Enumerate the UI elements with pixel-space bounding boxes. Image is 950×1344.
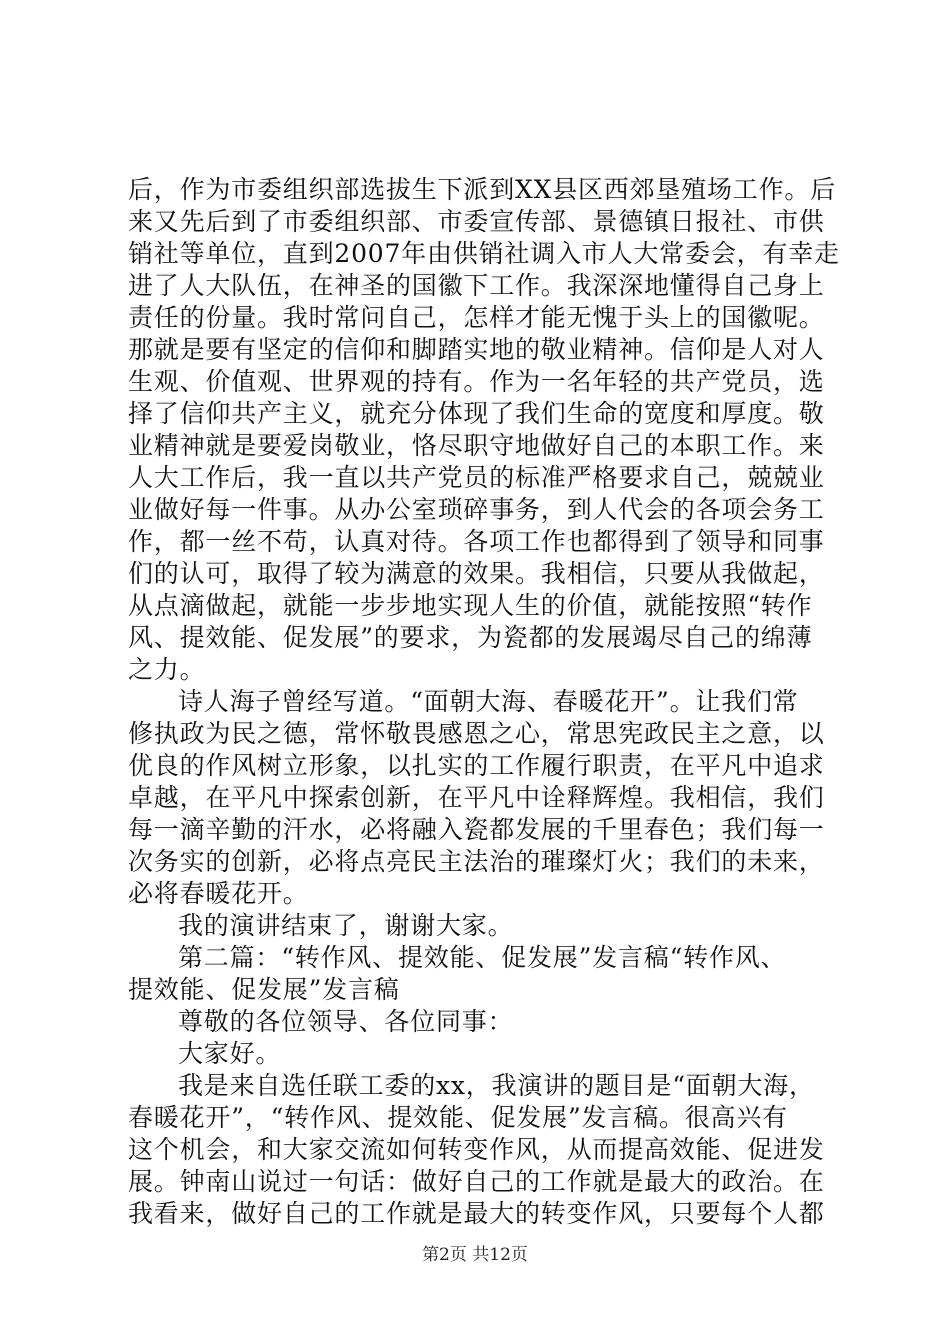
text-line: 每一滴辛勤的汗水，必将融入瓷都发展的千里春色；我们每一 [128,815,825,844]
text-line: 诗人海子曾经写道。“面朝大海、春暖花开”。让我们常 [178,687,799,716]
text-line: 作，都一丝不苟，认真对待。各项工作也都得到了领导和同事 [128,527,825,556]
text-line: 销社等单位，直到2007年由供销社调入市人大常委会，有幸走 [128,239,840,268]
text-line: 从点滴做起，就能一步步地实现人生的价值，就能按照“转作 [128,591,813,620]
text-line: 次务实的创新，必将点亮民主法治的璀璨灯火；我们的未来， [128,847,825,876]
text-line: 优良的作风树立形象，以扎实的工作履行职责，在平凡中追求 [128,751,825,780]
text-line: 我的演讲结束了，谢谢大家。 [178,911,514,940]
text-line: 进了人大队伍，在神圣的国徽下工作。我深深地懂得自己身上 [128,271,825,300]
text-line: 后，作为市委组织部选拔生下派到XX县区西郊垦殖场工作。后 [128,175,836,204]
text-line: 们的认可，取得了较为满意的效果。我相信，只要从我做起， [128,559,825,588]
text-line: 业精神就是要爱岗敬业，恪尽职守地做好自己的本职工作。来 [128,431,825,460]
text-line: 择了信仰共产主义，就充分体现了我们生命的宽度和厚度。敬 [128,399,825,428]
text-line: 那就是要有坚定的信仰和脚踏实地的敬业精神。信仰是人对人 [128,335,825,364]
text-line: 修执政为民之德，常怀敬畏感恩之心，常思宪政民主之意，以 [128,719,825,748]
text-line: 之力。 [128,655,206,684]
text-line: 提效能、促发展”发言稿 [128,975,400,1004]
text-line: 展。钟南山说过一句话：做好自己的工作就是最大的政治。在 [128,1167,825,1196]
page-number: 第2页 共12页 [422,1245,528,1265]
text-line: 来又先后到了市委组织部、市委宣传部、景德镇日报社、市供 [128,207,825,236]
text-line: 大家好。 [178,1039,282,1068]
text-line: 我看来，做好自己的工作就是最大的转变作风，只要每个人都 [128,1199,825,1228]
text-line: 卓越，在平凡中探索创新，在平凡中诠释辉煌。我相信，我们 [128,783,825,812]
text-line: 第二篇：“转作风、提效能、促发展”发言稿“转作风、 [178,943,787,972]
text-line: 这个机会，和大家交流如何转变作风，从而提高效能、促进发 [128,1135,825,1164]
document-body [128,174,840,1230]
text-line: 人大工作后，我一直以共产党员的标准严格要求自己，兢兢业 [128,463,825,492]
text-line: 尊敬的各位领导、各位同事： [178,1007,514,1036]
text-line: 我是来自选任联工委的xx，我演讲的题目是“面朝大海， [178,1071,815,1100]
text-line: 责任的份量。我时常问自己，怎样才能无愧于头上的国徽呢。 [128,303,825,332]
text-line: 春暖花开”，“转作风、提效能、促发展”发言稿。很高兴有 [128,1103,788,1132]
text-line: 生观、价值观、世界观的持有。作为一名年轻的共产党员，选 [128,367,825,396]
text-line: 必将春暖花开。 [128,879,309,908]
text-line: 风、提效能、促发展”的要求，为瓷都的发展竭尽自己的绵薄 [128,623,813,652]
text-line: 业做好每一件事。从办公室琐碎事务，到人代会的各项会务工 [128,495,825,524]
